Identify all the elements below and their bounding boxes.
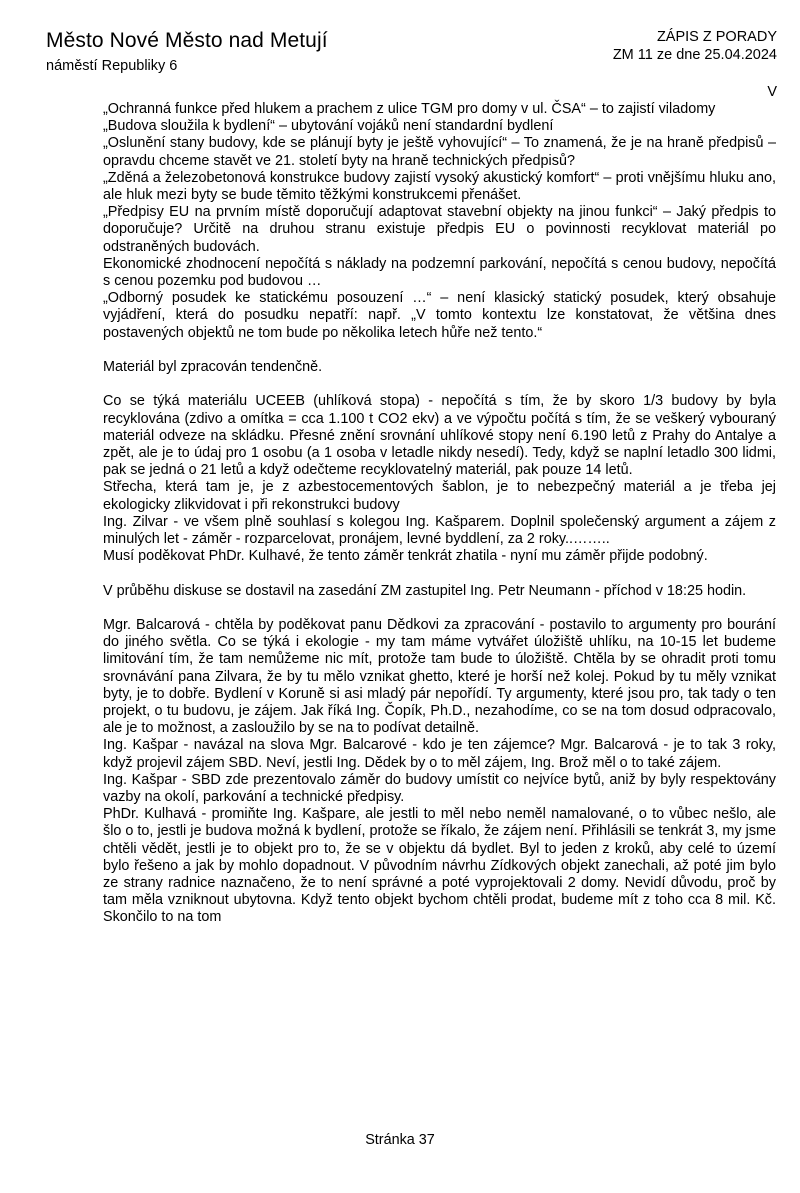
paragraph: V průběhu diskuse se dostavil na zasedání ZM zastupitel Ing. Petr Neumann - příchod v 18:25 hodin.	[103, 582, 747, 599]
paragraph: Ekonomické zhodnocení nepočítá s náklady na podzemní parkování, nepočítá s cenou budovy, nepočítá s cenou pozemku pod budovou …	[103, 255, 776, 290]
paragraph: „Ochranná funkce před hlukem a prachem z ulice TGM pro domy v ul. ČSA“ – to zajistí viladomy	[103, 101, 716, 117]
paragraph: „Zděná a železobetonová konstrukce budovy zajistí vysoký akustický komfort“ – proti vnějšímu hluku ano, ale hluk mezi byty se bude těmito těžkými konstrukcemi přenášet.	[103, 169, 776, 204]
document-header-left	[46, 28, 328, 75]
document-body	[103, 101, 776, 927]
paragraph: „Oslunění stany budovy, kde se plánují byty je ještě vyhovující“ – To znamená, že je na hraně předpisů – opravdu chceme stavět ve 21. století byty na hraně technických předpisů?	[103, 135, 776, 169]
meeting-reference: ZM 11 ze dne 25.04.2024	[612, 46, 777, 63]
paragraph: „Budova sloužila k bydlení“ – ubytování vojáků není standardní bydlení	[103, 118, 554, 135]
document-header-right	[613, 29, 777, 64]
paragraph: „Předpisy EU na prvním místě doporučují adaptovat stavební objekty na jinou funkci“ – Jaký předpis to doporučuje? Určitě na druhou stranu existuje předpis EU o povinnosti recyklovat materiál po odstraněných budovách.	[103, 204, 776, 255]
section-marker: V	[767, 84, 777, 100]
paragraph: Mgr. Balcarová - chtěla by poděkovat panu Dědkovi za zpracování - postavilo to argumenty pro bourání do jiného světla. Co se týká i ekologie - my tam máme vytvářet úložiště uhlíku, na 10-15 let budeme limitování tím, že tam nemůžeme nic mít, protože tam bude to úložiště. Chtěla by se ohradit proti tomu srovnávání pana Zilvara, že by tu mělo vznikat ghetto, které je horší než kolej. Pokud by tu měly vznikat byty, je to dobře. Bydlení v Koruně si asi mladý pár nepořídí. Ty argumenty, které jsou pro, tak tady o ten projekt, o tu budovu, je zájem. Jak říká Ing. Čopík, Ph.D., nezahodíme, co se na tom dosud odpracovalo, ale je to možnost, a zasloužilo by se na to podívat detailně.	[103, 617, 776, 737]
city-address: náměstí Republiky 6	[46, 58, 178, 74]
paragraph: Střecha, která tam je, je z azbestocementových šablon, je to nebezpečný materiál a je třeba jej ekologicky zlikvidovat i při rekonstrukci budovy	[103, 479, 776, 513]
paragraph: Musí poděkovat PhDr. Kulhavé, že tento záměr tenkrát zhatila - nyní mu záměr přijde podobný.	[103, 548, 708, 565]
paragraph: Materiál byl zpracován tendenčně.	[103, 359, 323, 376]
paragraph: „Odborný posudek ke statickému posouzení …“ – není klasický statický posudek, který obsahuje vyjádření, která do posudku nepatří: např. „V tomto kontextu lze konstatovat, že většina dnes postavených objektů ne tom bude po několika letech hůře než tento.“	[103, 290, 776, 341]
paragraph: PhDr. Kulhavá - promiňte Ing. Kašpare, ale jestli to měl nebo neměl namalované, o to vůbec nešlo, ale šlo o to, jestli je budova možná k bydlení, protože se říkalo, že zájem není. Přihlásili se tenkrát 3, my jsme chtěli vědět, jestli je to objekt pro to, že se v objektu dá bydlet. Byl to jeden z kroků, aby celé to území bylo řešeno a jak by mohlo dopadnout. V původním návrhu Zídkových objekt zanechali, až poté jim bylo ze strany radnice naznačeno, že to není správné a poté vyprojektovali 2 domy. Nevidí důvodu, proč by tam měla vzniknout ubytovna. Když tento objekt bychom chtěli prodat, budeme mít z toho cca 8 mil. Kč. Skončilo to na tom	[103, 806, 776, 926]
paragraph: Ing. Zilvar - ve všem plně souhlasí s kolegou Ing. Kašparem. Doplnil společenský argument a zájem z minulých let - záměr - rozparcelovat, pronájem, levné byddlení, za 2 roky..……..	[103, 513, 776, 548]
document-type: ZÁPIS Z PORADY	[656, 29, 777, 45]
city-name: Město Nové Město nad Metují	[46, 29, 328, 52]
paragraph: Ing. Kašpar - SBD zde prezentovalo záměr do budovy umístit co nejvíce bytů, aniž by byly respektovány vazby na okolí, parkování a technické předpisy.	[103, 771, 776, 806]
paragraph: Co se týká materiálu UCEEB (uhlíková stopa) - nepočítá s tím, že by skoro 1/3 budovy by byla recyklována (zdivo a omítka = cca 1.100 t CO2 ekv) a ve výpočtu počítá s tím, že se veškerý vybouraný materiál odveze na skládku. Přesné znění srovnání uhlíkové stopy není 6.190 letů z Prahy do Antalye a zpět, ale je to údaj pro 1 osobu (a 1 osoba v letadle nikdy nesedí). Tedy, když se naplní letadlo 300 lidmi, pak se jedná o 21 letů a když odečteme recyklovatelný materiál, pak pouze 14 letů.	[103, 393, 776, 479]
page-number: Stránka 37	[365, 1132, 435, 1148]
paragraph: Ing. Kašpar - navázal na slova Mgr. Balcarové - kdo je ten zájemce? Mgr. Balcarová - je to tak 3 roky, když projevil zájem SBD. Neví, jestli Ing. Dědek by o to měl zájem, Ing. Brož měl o to také zájem.	[103, 737, 776, 771]
